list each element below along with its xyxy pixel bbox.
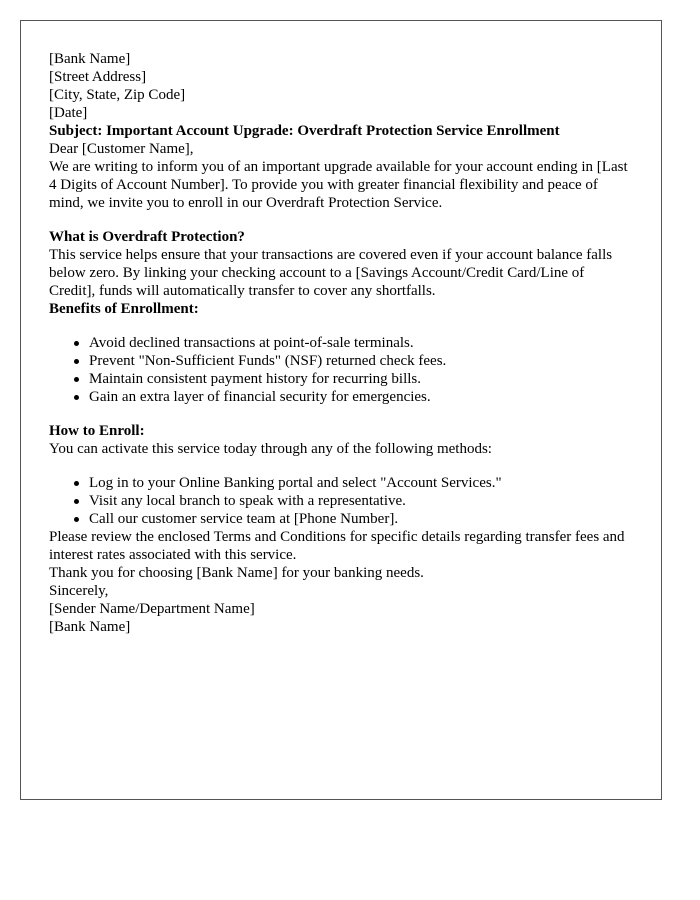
list-item-text: Log in to your Online Banking portal and select "Account Services." — [89, 475, 502, 491]
date-line: [Date] — [49, 105, 88, 121]
sender-name-line: [Sender Name/Department Name] — [49, 601, 255, 617]
list-item-text: Visit any local branch to speak with a representative. — [89, 493, 406, 509]
list-item — [89, 388, 633, 406]
bullet-icon — [74, 359, 79, 364]
thanks-paragraph: Thank you for choosing [Bank Name] for your banking needs. — [49, 565, 424, 581]
enroll-methods-list — [49, 474, 633, 528]
signature-bank-name-line: [Bank Name] — [49, 619, 131, 635]
bullet-icon — [74, 499, 79, 504]
signature-block — [49, 600, 633, 636]
list-item-text: Gain an extra layer of financial security for emergencies. — [89, 389, 431, 405]
list-item — [89, 352, 633, 370]
list-item — [89, 474, 633, 492]
bank-name-line: [Bank Name] — [49, 51, 131, 67]
list-item-text: Call our customer service team at [Phone Number]. — [89, 511, 399, 527]
list-item — [89, 492, 633, 510]
bank-address-block — [49, 50, 633, 122]
bullet-icon — [74, 517, 79, 522]
closing: Sincerely, — [49, 583, 109, 599]
letter-document — [20, 20, 662, 800]
city-state-zip-line: [City, State, Zip Code] — [49, 87, 186, 103]
benefits-heading: Benefits of Enrollment: — [49, 301, 199, 317]
how-to-heading: How to Enroll: — [49, 423, 145, 439]
what-is-text: This service helps ensure that your transactions are covered even if your account balance falls below zero. By linking your checking account to a [Savings Account/Credit Card/Line of Credit], funds will automatically transfer to cover any shortfalls. — [49, 247, 613, 299]
how-to-text: You can activate this service today through any of the following methods: — [49, 441, 492, 457]
street-address-line: [Street Address] — [49, 69, 147, 85]
bullet-icon — [74, 377, 79, 382]
list-item-text: Prevent "Non-Sufficient Funds" (NSF) returned check fees. — [89, 353, 447, 369]
bullet-icon — [74, 481, 79, 486]
terms-note-paragraph: Please review the enclosed Terms and Conditions for specific details regarding transfer fees and interest rates associated with this service. — [49, 529, 625, 563]
how-to-section — [49, 422, 633, 458]
what-is-section — [49, 228, 633, 300]
list-item-text: Avoid declined transactions at point-of-sale terminals. — [89, 335, 414, 351]
bullet-icon — [74, 395, 79, 400]
bullet-icon — [74, 341, 79, 346]
benefits-list — [49, 334, 633, 406]
what-is-heading: What is Overdraft Protection? — [49, 229, 245, 245]
list-item-text: Maintain consistent payment history for recurring bills. — [89, 371, 422, 387]
subject-line: Subject: Important Account Upgrade: Overdraft Protection Service Enrollment — [49, 123, 560, 139]
list-item — [89, 510, 633, 528]
intro-paragraph: We are writing to inform you of an important upgrade available for your account ending in [Last 4 Digits of Account Number]. To provide you with greater financial flexibility and peace of mind, we invite you to enroll in our Overdraft Protection Service. — [49, 159, 628, 211]
list-item — [89, 334, 633, 352]
list-item — [89, 370, 633, 388]
salutation: Dear [Customer Name], — [49, 141, 194, 157]
